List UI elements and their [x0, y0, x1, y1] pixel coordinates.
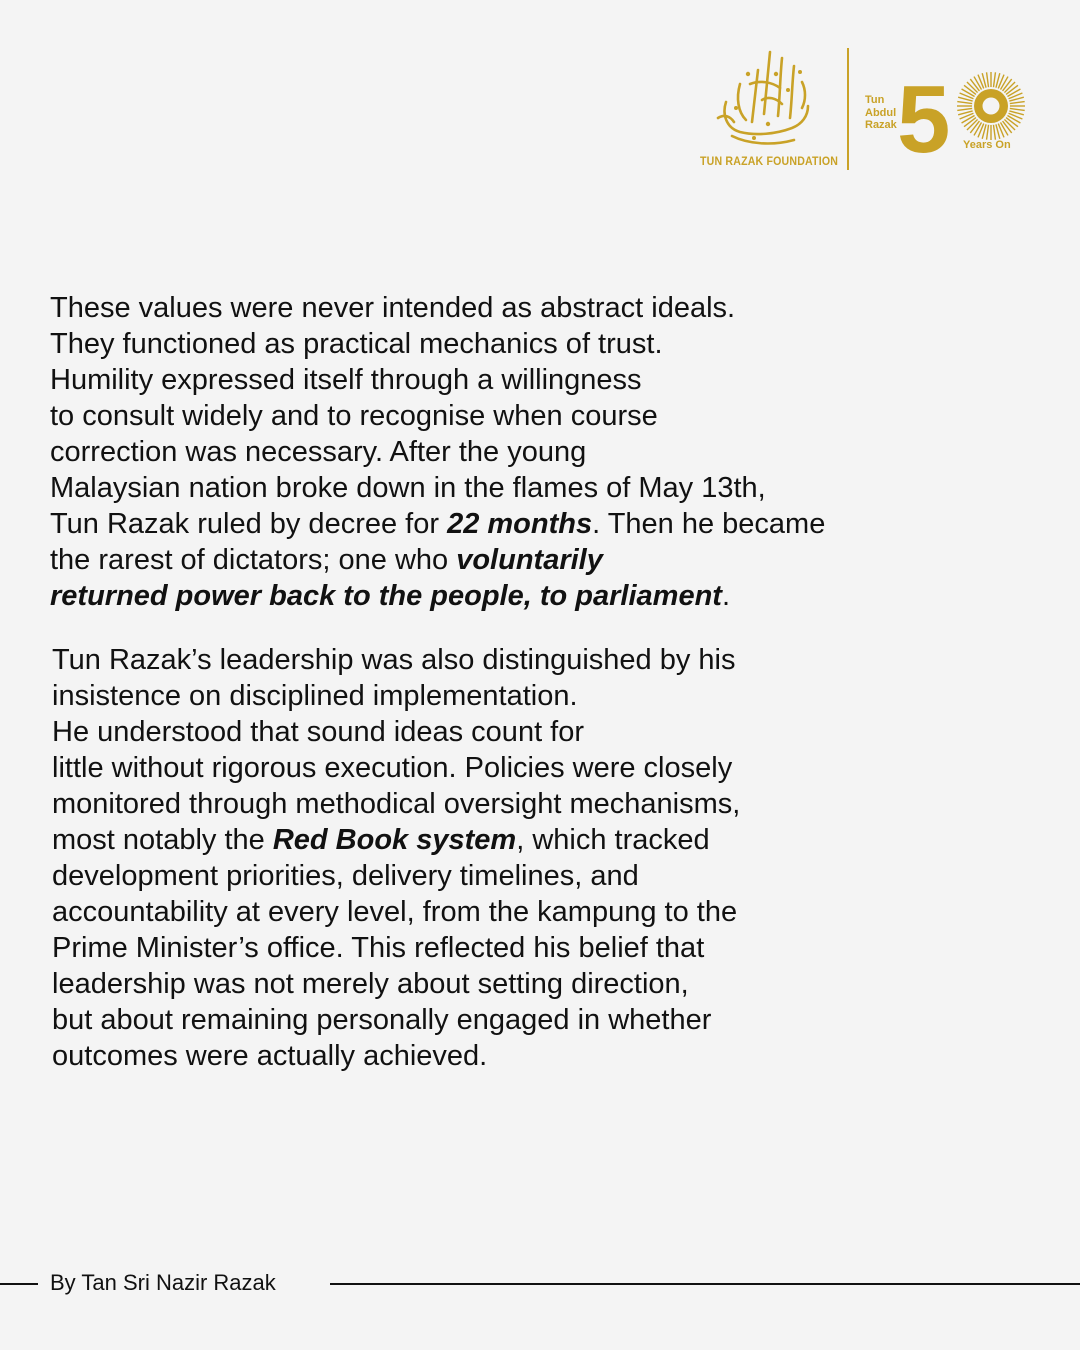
emphasis-text: Red Book system	[272, 824, 517, 856]
text-run: Tun Razak’s leadership was also distinguished by his	[52, 644, 736, 676]
paragraph-line	[52, 750, 740, 786]
text-run: leadership was not merely about setting direction,	[52, 968, 689, 1000]
sunburst-ray	[993, 125, 995, 140]
text-run: .	[721, 580, 731, 612]
anniversary-name-line: Razak	[865, 119, 897, 131]
paragraph-line	[50, 290, 825, 326]
calligraphy-logo-icon	[710, 44, 820, 154]
byline-row	[0, 1268, 1080, 1298]
paragraph-line	[52, 642, 740, 678]
text-run: most notably the	[52, 824, 273, 856]
text-run: These values were never intended as abstract ideals.	[50, 292, 736, 324]
paragraph-line	[52, 678, 740, 714]
text-run: little without rigorous execution. Policies were closely	[52, 752, 733, 784]
text-run: insistence on disciplined implementation.	[52, 680, 578, 712]
paragraph-line	[52, 714, 740, 750]
logo-divider	[847, 48, 849, 170]
paragraph-line	[50, 398, 825, 434]
text-run: correction was necessary. After the young	[50, 436, 587, 468]
paragraph-line	[52, 894, 740, 930]
emphasis-text: 22 months	[447, 508, 593, 540]
text-run: They functioned as practical mechanics of trust.	[50, 328, 663, 360]
sunburst-ray	[957, 102, 972, 104]
foundation-name: TUN RAZAK FOUNDATION	[700, 156, 839, 168]
paragraph-line	[50, 470, 825, 506]
paragraph-line	[52, 786, 740, 822]
paragraph-line	[50, 506, 825, 542]
text-run: accountability at every level, from the kampung to the	[52, 896, 738, 928]
paragraph-line	[50, 578, 825, 614]
text-run: the rarest of dictators; one who	[50, 544, 457, 576]
sunburst-ray	[993, 72, 995, 87]
sunburst-zero-icon	[957, 72, 1025, 140]
text-run: monitored through methodical oversight mechanisms,	[52, 788, 741, 820]
byline-rule-left	[0, 1283, 38, 1285]
emphasis-text: voluntarily	[456, 544, 603, 576]
byline-rule-right	[330, 1283, 1080, 1285]
paragraph-line	[50, 434, 825, 470]
text-run: but about remaining personally engaged in whether	[52, 1004, 712, 1036]
text-run: . Then he became	[592, 508, 826, 540]
sunburst-ray	[1010, 102, 1025, 104]
sunburst-ray	[987, 72, 989, 87]
sunburst-ray	[1010, 108, 1025, 110]
anniversary-name	[865, 94, 897, 132]
text-run: Prime Minister’s office. This reflected his belief that	[52, 932, 705, 964]
paragraph-line	[52, 1038, 740, 1074]
paragraph-line	[52, 966, 740, 1002]
text-run: Tun Razak ruled by decree for	[50, 508, 448, 540]
paragraph-line	[50, 362, 825, 398]
text-run: He understood that sound ideas count for	[52, 716, 585, 748]
paragraph-line	[52, 930, 740, 966]
anniversary-name-line: Abdul	[865, 106, 897, 119]
paragraph-line	[52, 822, 740, 858]
text-run: Humility expressed itself through a willingness	[50, 364, 642, 396]
article-paragraph-2	[52, 642, 740, 1074]
paragraph-line	[50, 542, 825, 578]
text-run: outcomes were actually achieved.	[52, 1040, 488, 1072]
emphasis-text: returned power back to the people, to parliament	[50, 580, 722, 612]
anniversary-name-line: Tun	[865, 94, 885, 106]
anniversary-suffix: Years On	[963, 139, 1011, 151]
text-run: to consult widely and to recognise when course	[50, 400, 658, 432]
text-run: , which tracked	[516, 824, 710, 856]
sunburst-ray	[957, 108, 972, 110]
paragraph-line	[52, 858, 740, 894]
header-logo	[700, 44, 1040, 174]
text-run: development priorities, delivery timelines, and	[52, 860, 639, 892]
text-run: Malaysian nation broke down in the flames of May 13th,	[50, 472, 766, 504]
paragraph-line	[52, 1002, 740, 1038]
article-paragraph-1	[50, 290, 825, 614]
paragraph-line	[50, 326, 825, 362]
byline: By Tan Sri Nazir Razak	[50, 1270, 276, 1295]
anniversary-number-five: 5	[897, 66, 951, 164]
sunburst-ray	[987, 125, 989, 140]
